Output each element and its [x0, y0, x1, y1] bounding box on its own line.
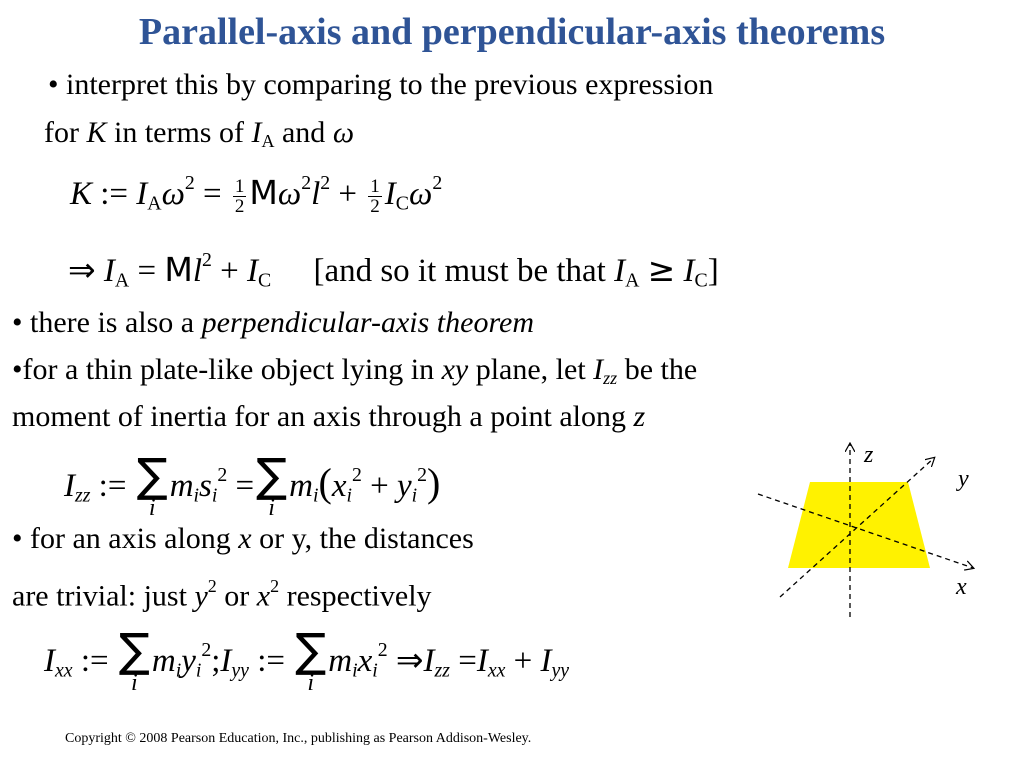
bullet-text: interpret this by comparing to the previous expression	[66, 68, 714, 101]
izz-sum-equation: $I_{zz}$ := ∑ i $m_is_i^2$ = ∑ i $m_i(x_i^2 + y_i^2)$	[64, 448, 441, 521]
x-axis-label: x	[956, 574, 967, 600]
bullet-perpendicular-theorem: • there is also a perpendicular-axis theorem	[12, 306, 534, 339]
fraction-one-half: $\frac{1}{2}$	[370, 175, 380, 217]
summation-symbol: ∑ i	[256, 448, 288, 521]
ixx-iyy-equation: $I_{xx}$ := ∑ i $m_iy_i^2;I_{yy}$ := ∑ i $m_ix_i^2$ $\Rightarrow I_{zz} =I_{xx} + I_{yy}$	[44, 623, 570, 696]
bullet-interpret-line1	[48, 67, 713, 103]
bullet-thin-plate-line2: moment of inertia for an axis through a point along z	[12, 400, 646, 433]
fraction-one-half: $\frac{1}{2}$	[234, 175, 245, 217]
slide-title: Parallel-axis and perpendicular-axis theorems	[138, 11, 886, 53]
parallel-axis-equation: ⇒ $I_A = Ml^2 + I_C$ [and so it must be that $I_A \ge I_C$]	[68, 249, 719, 292]
bullet-dot: •	[48, 68, 59, 101]
kinetic-energy-equation: K := $I_A\omega^2$ = $\frac{1}{2}$ $M\omega^2l^2$ + $\frac{1}{2}$ $I_C\omega^2$	[70, 172, 443, 217]
y-axis-label: y	[958, 466, 969, 492]
bullet-thin-plate-line1: •for a thin plate-like object lying in xy plane, let $I_{zz}$ be the	[12, 353, 698, 389]
z-axis-label: z	[864, 442, 874, 468]
summation-symbol: ∑ i	[136, 448, 168, 521]
bullet-axis-x-line1: • for an axis along x or y, the distances	[12, 522, 474, 555]
bullet-axis-x-line2: are trivial: just $y^2$ or $x^2$ respectively	[12, 576, 432, 613]
copyright-footer: Copyright © 2008 Pearson Education, Inc., publishing as Pearson Addison-Wesley.	[65, 731, 532, 746]
plate-axes-diagram	[740, 440, 1000, 630]
summation-symbol: ∑ i	[118, 623, 150, 696]
yellow-plate	[788, 482, 930, 568]
bullet-interpret-line2: for K in terms of $I_A$ and ω	[44, 116, 354, 152]
summation-symbol: ∑ i	[295, 623, 327, 696]
